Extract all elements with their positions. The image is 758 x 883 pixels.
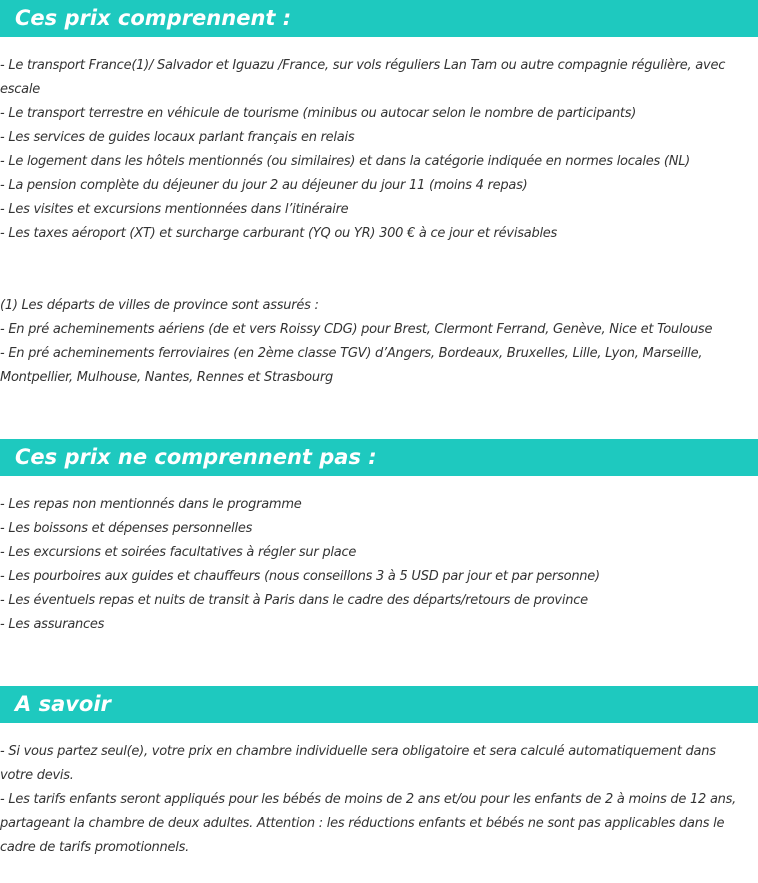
list-item: - La pension complète du déjeuner du jour 2 au déjeuner du jour 11 (moins 4 repas) — [0, 178, 528, 193]
list-item: - Les visites et excursions mentionnées dans l’itinéraire — [0, 202, 349, 217]
list-item: - Les éventuels repas et nuits de transit à Paris dans le cadre des départs/retours de province — [0, 593, 588, 608]
list-item: - Les assurances — [0, 617, 105, 632]
list-item: - Le transport France(1)/ Salvador et Iguazu /France, sur vols réguliers Lan Tam ou autre compagnie régulière, avec escale — [0, 58, 726, 97]
list-item: - Le logement dans les hôtels mentionnés (ou similaires) et dans la catégorie indiquée en normes locales (NL) — [0, 154, 691, 169]
excluded-section-title: Ces prix ne comprennent pas : — [0, 439, 758, 476]
list-item: - Les pourboires aux guides et chauffeurs (nous conseillons 3 à 5 USD par jour et par personne) — [0, 569, 600, 584]
list-item: - Le transport terrestre en véhicule de tourisme (minibus ou autocar selon le nombre de participants) — [0, 106, 637, 121]
list-item: - Les boissons et dépenses personnelles — [0, 521, 253, 536]
list-item: - Les excursions et soirées facultatives à régler sur place — [0, 545, 357, 560]
departures-note — [0, 294, 752, 390]
list-item: - Les tarifs enfants seront appliqués pour les bébés de moins de 2 ans et/ou pour les enfants de 2 à moins de 12 ans, partageant la chambre de deux adultes. Attention : les réductions enfants et bébés ne sont pas applicables dans le cadre de tarifs promotionnels. — [0, 792, 737, 855]
list-item: - En pré acheminements aériens (de et vers Roissy CDG) pour Brest, Clermont Ferrand, Genève, Nice et Toulouse — [0, 322, 713, 337]
included-list — [0, 54, 752, 246]
list-item: - En pré acheminements ferroviaires (en 2ème classe TGV) d’Angers, Bordeaux, Bruxelles, Lille, Lyon, Marseille, Montpellier, Mulhouse, Nantes, Rennes et Strasbourg — [0, 346, 703, 385]
excluded-list — [0, 493, 752, 637]
good-to-know-section-title: A savoir — [0, 686, 758, 723]
good-to-know-list — [0, 740, 752, 860]
list-item: - Les taxes aéroport (XT) et surcharge carburant (YQ ou YR) 300 € à ce jour et révisables — [0, 226, 558, 241]
list-item: - Les services de guides locaux parlant français en relais — [0, 130, 355, 145]
included-section-title: Ces prix comprennent : — [0, 0, 758, 37]
list-item: - Les repas non mentionnés dans le programme — [0, 497, 302, 512]
list-item: - Si vous partez seul(e), votre prix en chambre individuelle sera obligatoire et sera calculé automatiquement dans votre devis. — [0, 744, 716, 783]
list-item: (1) Les départs de villes de province sont assurés : — [0, 298, 319, 313]
